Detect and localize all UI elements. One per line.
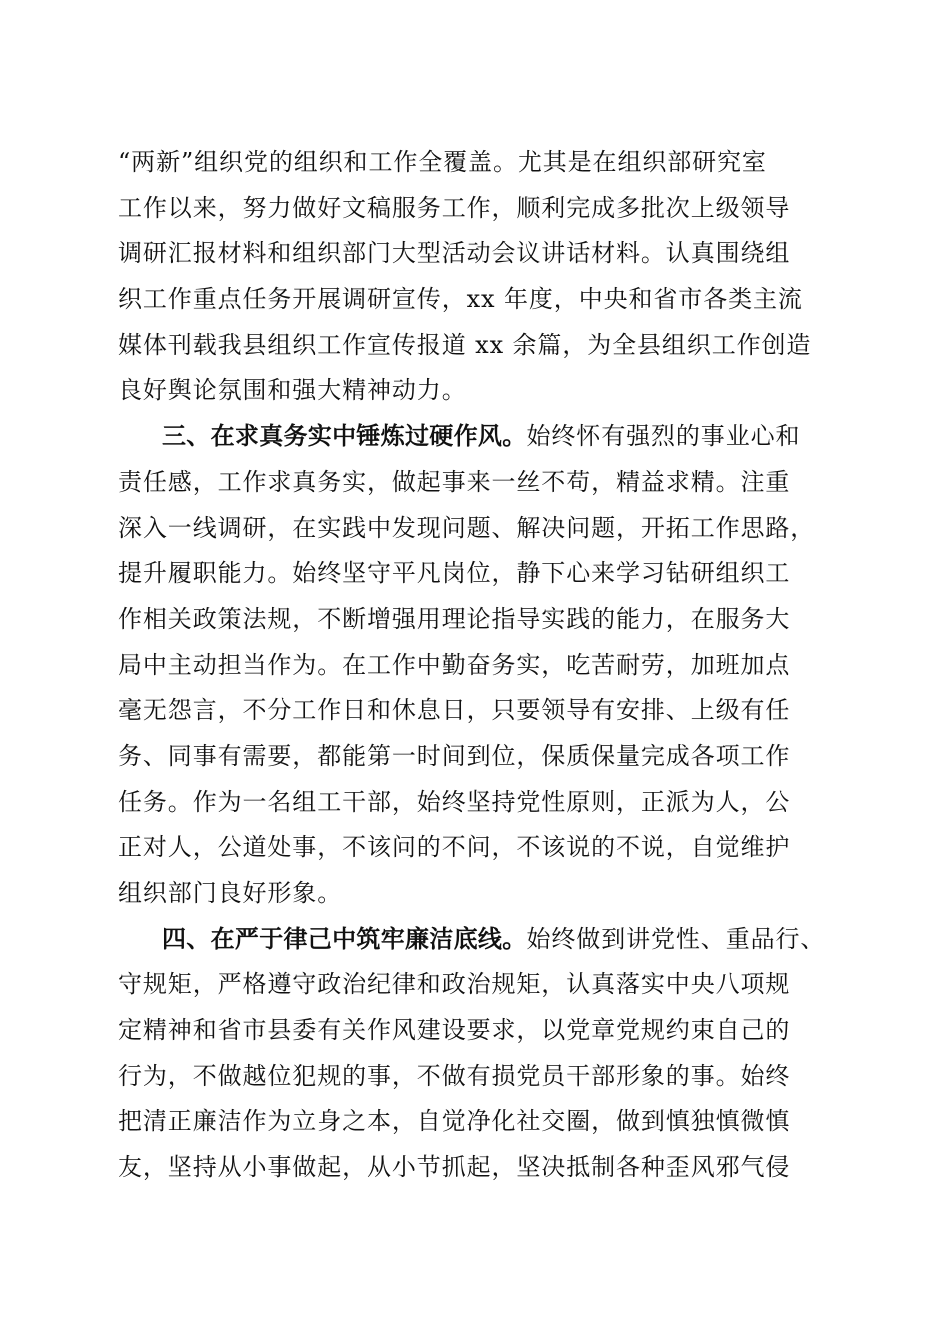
paragraph-line: 任务。作为一名组工干部，始终坚持党性原则，正派为人，公 — [118, 787, 791, 816]
paragraph-line: 责任感，工作求真务实，做起事来一丝不苟，精益求精。注重 — [118, 467, 791, 496]
paragraph-line: 提升履职能力。始终坚守平凡岗位，静下心来学习钻研组织工 — [118, 559, 791, 588]
paragraph-line: 深入一线调研，在实践中发现问题、解决问题，开拓工作思路， — [118, 513, 816, 542]
section-3-heading: 三、在求真务实中锤炼过硬作风。 — [162, 422, 527, 451]
paragraph-line: 织工作重点任务开展调研宣传，xx 年度，中央和省市各类主流 — [118, 285, 803, 314]
paragraph-line: 良好舆论氛围和强大精神动力。 — [118, 376, 467, 405]
paragraph-line: 定精神和省市县委有关作风建设要求，以党章党规约束自己的 — [118, 1016, 791, 1045]
paragraph-line: 行为，不做越位犯规的事，不做有损党员干部形象的事。始终 — [118, 1061, 791, 1090]
section-4-heading: 四、在严于律己中筑牢廉洁底线。 — [162, 924, 527, 953]
paragraph-line: 毫无怨言，不分工作日和休息日，只要领导有安排、上级有任 — [118, 696, 791, 725]
paragraph-line: 媒体刊载我县组织工作宣传报道 xx 余篇，为全县组织工作创造 — [118, 330, 812, 359]
section-4-first-line — [118, 917, 838, 963]
paragraph-line: 守规矩，严格遵守政治纪律和政治规矩，认真落实中央八项规 — [118, 970, 791, 999]
paragraph-line: “两新”组织党的组织和工作全覆盖。尤其是在组织部研究室 — [118, 148, 767, 176]
paragraph-line: 组织部门良好形象。 — [118, 879, 343, 907]
paragraph-line: 友，坚持从小事做起，从小节抓起，坚决抵制各种歪风邪气侵 — [118, 1153, 791, 1182]
document-body — [118, 140, 838, 1191]
paragraph-line: 局中主动担当作为。在工作中勤奋务实，吃苦耐劳，加班加点 — [118, 650, 791, 679]
paragraph-line: 正对人，公道处事，不该问的不问，不该说的不说，自觉维护 — [118, 833, 791, 862]
paragraph-line: 调研汇报材料和组织部门大型活动会议讲话材料。认真围绕组 — [118, 239, 791, 268]
section-3-first-line-text: 始终怀有强烈的事业心和 — [526, 422, 801, 451]
section-4-first-line-text: 始终做到讲党性、重品行、 — [526, 924, 826, 953]
paragraph-line: 作相关政策法规，不断增强用理论指导实践的能力，在服务大 — [118, 604, 791, 633]
section-3-first-line — [118, 414, 838, 460]
paragraph-line: 务、同事有需要，都能第一时间到位，保质保量完成各项工作 — [118, 741, 791, 770]
paragraph-line: 把清正廉洁作为立身之本，自觉净化社交圈，做到慎独慎微慎 — [118, 1107, 791, 1136]
paragraph-line: 工作以来，努力做好文稿服务工作，顺利完成多批次上级领导 — [118, 193, 791, 222]
